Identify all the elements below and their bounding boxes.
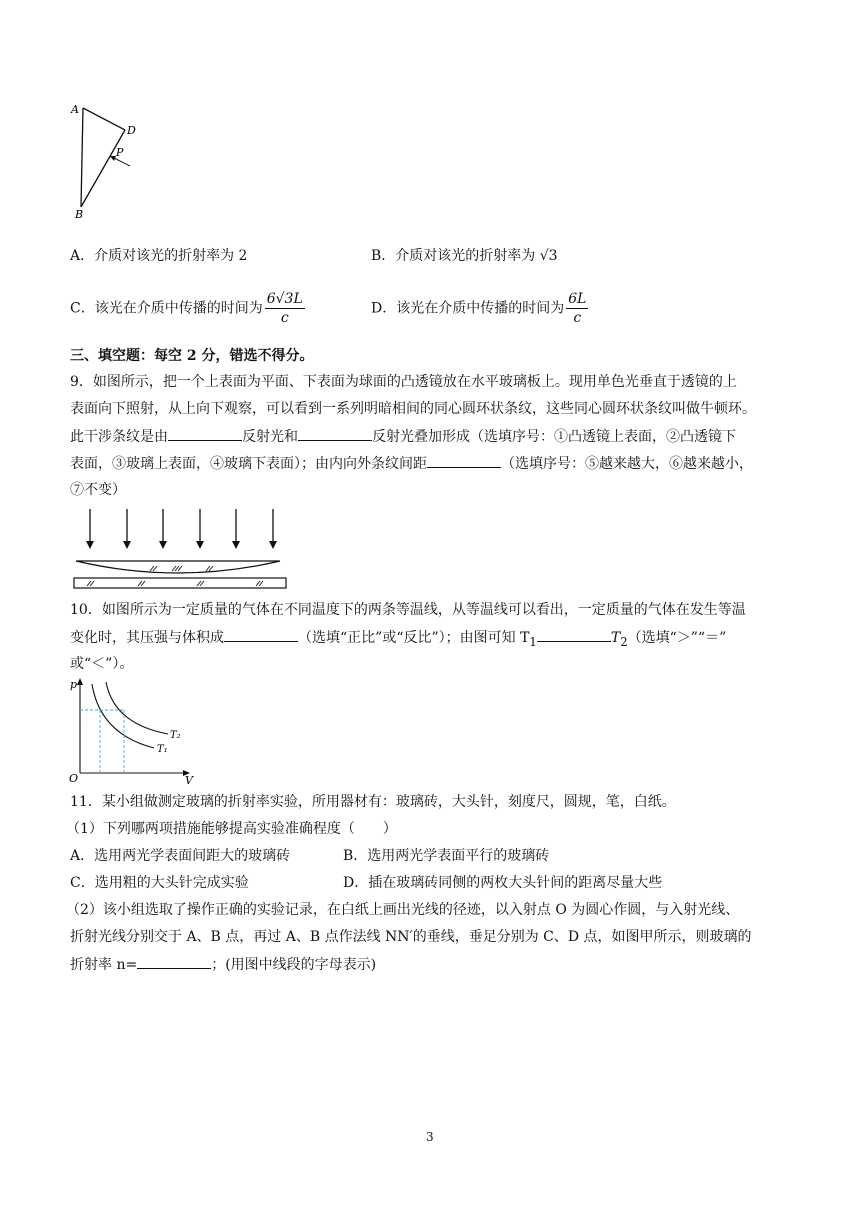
q9-line3: 此干涉条纹是由 反射光和 反射光叠加形成（选填序号：①凸透镜上表面，②凸透镜下 xyxy=(70,426,736,447)
q10-line2: 变化时，其压强与体积成 （选填“正比”或“反比”）；由图可知 $T_1$ $T_2$（选填“＞”“＝” xyxy=(70,627,726,652)
blank-1[interactable] xyxy=(168,426,242,441)
label-b: B xyxy=(75,208,84,221)
q11-option-a: A．选用两光学表面间距大的玻璃砖 xyxy=(70,848,291,864)
q10-line3: 或“＜”）。 xyxy=(70,656,134,672)
q11-line4: 折射光线分别交于 A、B 点，再过 A、B 点作法线 NN′的垂线，垂足分别为 C、D 点，如图甲所示，则玻璃的 xyxy=(70,929,752,945)
newton-rings-figure xyxy=(70,505,290,591)
q10-line1: 10．如图所示为一定质量的气体在不同温度下的两条等温线，从等温线可以看出，一定质量的气体在发生等温 xyxy=(70,602,746,618)
q9-line2: 表面向下照射，从上向下观察，可以看到一系列明暗相间的同心圆环状条纹，这些同心圆环状条纹叫做牛顿环。 xyxy=(70,401,756,417)
option-d: D．该光在介质中传播的时间为 $\frac{6L}{c}$ xyxy=(371,291,587,326)
q9-line4: 表面，③玻璃上表面，④玻璃下表面）；由内向外条纹间距 （选填序号：⑤越来越大，⑥越来越小， xyxy=(70,453,753,474)
axis-label-v: V xyxy=(185,774,193,786)
section-heading: 三、填空题：每空 2 分，错选不得分。 xyxy=(70,348,314,364)
label-d: D xyxy=(127,124,136,137)
q11-option-c: C．选用粗的大头针完成实验 xyxy=(70,875,249,891)
q9-line5: ⑦不变） xyxy=(70,482,126,498)
axis-label-p: p xyxy=(70,678,78,691)
option-c: C．该光在介质中传播的时间为 $\frac{6√3L}{c}$ xyxy=(70,291,303,326)
q9-line1: 9．如图所示，把一个上表面为平面、下表面为球面的凸透镜放在水平玻璃板上。现用单色光垂直于透镜的上 xyxy=(70,374,737,390)
blank-6[interactable] xyxy=(137,954,211,969)
blank-5[interactable] xyxy=(537,627,611,642)
blank-4[interactable] xyxy=(224,627,298,642)
q11-option-d: D．插在玻璃砖同侧的两枚大头针间的距离尽量大些 xyxy=(343,875,663,891)
curve-label-t1: T₁ xyxy=(157,744,168,755)
label-p: P xyxy=(116,146,124,159)
option-b: B．介质对该光的折射率为 √3 xyxy=(371,248,558,264)
blank-2[interactable] xyxy=(298,426,372,441)
q11-line2: （1）下列哪两项措施能够提高实验准确程度（ ） xyxy=(66,821,397,837)
q11-option-b: B．选用两光学表面平行的玻璃砖 xyxy=(343,848,550,864)
triangle-prism-figure xyxy=(68,100,148,222)
label-a: A xyxy=(71,103,79,116)
blank-3[interactable] xyxy=(427,453,501,468)
pv-isotherm-figure xyxy=(66,676,196,786)
option-a: A．介质对该光的折射率为 2 xyxy=(70,248,248,264)
origin-label: O xyxy=(69,772,79,785)
curve-label-t2: T₂ xyxy=(170,730,181,741)
q11-line1: 11．某小组做测定玻璃的折射率实验，所用器材有：玻璃砖，大头针，刻度尺，圆规，笔，白纸。 xyxy=(70,794,676,810)
q11-line3: （2）该小组选取了操作正确的实验记录，在白纸上画出光线的径迹，以入射点 O 为圆心作圆，与入射光线、 xyxy=(66,902,740,918)
page-number: 3 xyxy=(426,1130,434,1144)
q11-line5: 折射率 n= ；(用图中线段的字母表示) xyxy=(70,954,376,975)
